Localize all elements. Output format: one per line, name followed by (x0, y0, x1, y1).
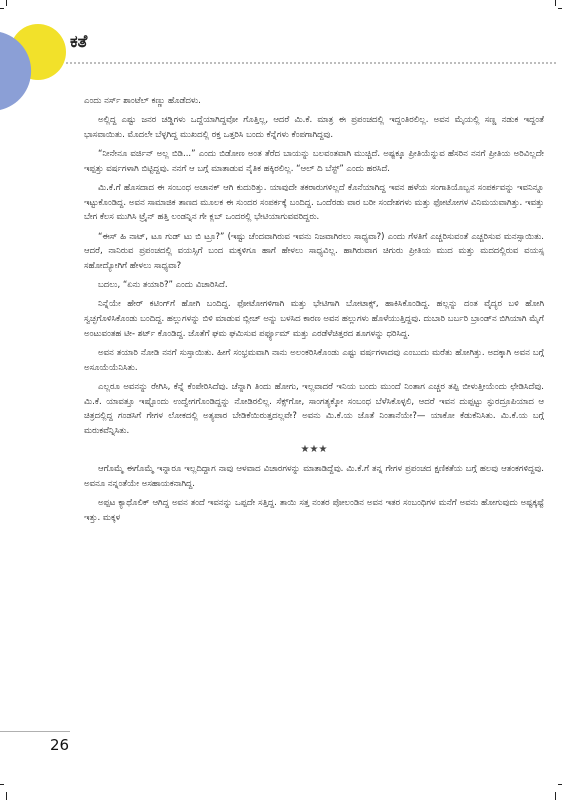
page-number: 26 (50, 736, 70, 754)
footer-rule (0, 731, 70, 732)
section-logo-icon (0, 0, 90, 110)
paragraph: ಅವನ ತಯಾರಿ ನೋಡಿ ನನಗೆ ಸುಸ್ತಾಯಿತು. ಹೀಗೆ ಸಂಭ್ರಮವಾಗಿ ನಾನು ಅಲಂಕರಿಸಿಕೊಂಡು ಎಷ್ಟು ವರ್ಷಗಳಾದವು ಎಂಬುದು ಮರೆತು ಹೋಗಿತ್ತು. ಅದಕ್ಕಾಗಿ ಅವನ ಬಗ್ಗೆ ಅಸೂಯೆಯೆನಿಸಿತು. (84, 348, 544, 373)
crop-mark-bottom-left-v (6, 792, 7, 800)
section-separator: ★★★ (300, 444, 328, 456)
article-body (84, 94, 544, 530)
paragraph: “ನೀನೇನೂ ವರ್ಜಿನ್ ಅಲ್ಲ ಬಿಡಿ...” ಎಂದು ಬಿಡೋಣ ಅಂತ ತೆರೆದ ಬಾಯನ್ನು ಬಲವಂತವಾಗಿ ಮುಚ್ಚಿದೆ. ಅಷ್ಟಕ್ಕೂ ಪ್ರೀತಿಯೆನ್ನುವ ಹೆಸರಿನ ನನಗೆ ಪ್ರೀತಿಯ ಅರಿವಿಲ್ಲದೇ ಇಪ್ಪತ್ತು ವರ್ಷಗಳಾಗಿ ಬಿಟ್ಟಿದ್ದವು. ನನಗೆ ಆ ಬಗ್ಗೆ ಮಾತಾಡುವ ನೈತಿಕ ಹಕ್ಕಿರಲಿಲ್ಲ. “ಆಲ್ ದಿ ಬೆಸ್ಟ್” ಎಂದು ಹರಸಿದೆ. (84, 149, 544, 174)
crop-mark-left-lower (0, 784, 4, 785)
paragraph: ಎಂದು ನರ್ಸ್ ಶಾಂಟೆಲ್ ಕಣ್ಣು ಹೊಡೆದಳು. (84, 96, 201, 106)
paragraph: ಆಗೊಮ್ಮೆ ಈಗೊಮ್ಮೆ ಇನ್ನಾರೂ ಇಲ್ಲದಿದ್ದಾಗ ನಾವು ಆಳವಾದ ವಿಚಾರಗಳನ್ನು ಮಾತಾಡಿದ್ದೆವು. ಮಿ.ಕೆ.ಗೆ ತನ್ನ ಗೇಗಳ ಪ್ರಪಂಚದ ಕ್ಷಣಿಕತೆಯ ಬಗ್ಗೆ ಹಲವು ಆತಂಕಗಳಿದ್ದವು. ಅವನೂ ನನ್ನಂತೆಯೇ ಅಸಹಾಯಕನಾಗಿದ್ದ. (84, 463, 544, 489)
paragraph: ಮಿ.ಕೆ.ಗೆ ಹೊಸದಾದ ಈ ಸಂಬಂಧ ಅಚಾನಕ್ ಆಗಿ ಕುದುರಿತ್ತು. ಯಾವುದೇ ತಕರಾರುಗಳಿಲ್ಲದೆ ಕೊನೆಯಾಗಿದ್ದ ಇವನ ಹಳೆಯ ಸಂಗಾತಿಯೊಬ್ಬನ ಸಂಪರ್ಕವನ್ನು ಇವನಿನ್ನೂ ಇಟ್ಟುಕೊಂಡಿದ್ದ. ಅವನ ಸಾಮಾಜಿಕ ತಾಣದ ಮೂಲಕ ಈ ಸುಂದರ ಸಂಪರ್ಕಕ್ಕೆ ಬಂದಿದ್ದ. ಒಂದೆರಡು ವಾರ ಬರೀ ಸಂದೇಶಗಳು ಮತ್ತು ಫೋಟೋಗಳ ವಿನಿಮಯವಾಗಿತ್ತು. ಇವತ್ತು ಬೇಗ ಕೆಲಸ ಮುಗಿಸಿ ಟ್ರೈನ್ ಹತ್ತಿ ಲಂಡನ್ನಿನ ಗೇ ಕ್ಲಬ್ ಒಂದರಲ್ಲಿ ಭೇಟಿಯಾಗುವವರಿದ್ದರು. (84, 183, 544, 223)
crop-mark-right-upper (558, 8, 562, 9)
paragraph: “ಈಸ್ ಹಿ ನಾಟ್, ಟೂ ಗುಡ್ ಟು ಬಿ ಟ್ರೂ?” (ಇಷ್ಟು ಚೆಂದವಾಗಿರುವ ಇವನು ನಿಜವಾಗಿರಲು ಸಾಧ್ಯವಾ?) ಎಂದು ಗೆಳತಿಗೆ ಎಚ್ಚರಿಸುವಂತೆ ಎಚ್ಚರಿಸುವ ಮನಸ್ಸಾಯಿತು. ಆದರೆ, ನಾನಿರುವ ಪ್ರಪಂಚದಲ್ಲಿ ವಯಸ್ಸಿಗೆ ಬಂದ ಮಕ್ಕಳಿಗೂ ಹಾಗೆ ಹೇಳಲು ಸಾಧ್ಯವಿಲ್ಲ. ಹಾಗಿರುವಾಗ ಚಿಗುರು ಪ್ರೀತಿಯ ಮುದ ಮತ್ತು ಮದದಲ್ಲಿರುವ ವಯಸ್ಸ ಸಹೋದ್ಯೋಗಿಗೆ ಹೇಳಲು ಸಾಧ್ಯವಾ? (84, 231, 544, 272)
paragraph: ಎಲ್ಲರೂ ಅವನನ್ನು ರೇಗಿಸಿ, ಕೆನ್ನೆ ಕೆಂಪೇರಿಸಿದೆವು. ಚೆನ್ನಾಗಿ ತಿಂದು ಹೋಗು, ಇಲ್ಲವಾದರೆ ಇನಿಯ ಬಂದು ಮುಂದೆ ನಿಂತಾಗ ಎಚ್ಚರ ತಪ್ಪಿ ಬೀಳುತ್ತೀಯೆಂದು ಛೇಡಿಸಿದೆವು. ಮಿ.ಕೆ. ಯಾವತ್ತೂ ಇಷ್ಟೊಂದು ಉದ್ವೇಗಗೊಂಡಿದ್ದನ್ನು ನೋಡಿರಲಿಲ್ಲ. ಸೆಕ್ಸ್‌ಗೋ, ಸಾಂಗತ್ಯಕ್ಕೋ ಸಂಬಂಧ ಬೆಳೆಸಿಕೊಳ್ಳಲಿ, ಆದರೆ ಇವನ ದುಪ್ಪಟ್ಟು ಸ್ಫುರದ್ರೂಪಿಯಾದ ಆ ಚಿತ್ರದಲ್ಲಿದ್ದ ಗಂಡಸಿಗೆ ಗೇಗಳ ಲೋಕದಲ್ಲಿ ಅತ್ಯಪಾರ ಬೇಡಿಕೆಯಿರುತ್ತದಲ್ಲವೇ? ಅವನು ಮಿ.ಕೆ.ಯ ಜೊತೆ ನಿಂತಾನೆಯೇ?— ಯಾಕೋ ಕೆಡುಕೆನಿಸಿತು. ಮಿ.ಕೆ.ಯ ಬಗ್ಗೆ ಮರುಕವೆನ್ನಿಸಿತು. (84, 381, 544, 437)
crop-mark-top-right-v (555, 0, 556, 6)
section-title: ಕತೆ (70, 32, 88, 52)
paragraph: ನಿನ್ನೆಯೇ ಹೇರ್ ಕಟಿಂಗ್‌ಗೆ ಹೋಗಿ ಬಂದಿದ್ದ. ಫೋಟೋಗಳಿಗಾಗಿ ಮತ್ತು ಭೇಟಿಗಾಗಿ ಬೋಟಾಕ್ಸ್, ಹಾಕಿಸಿಕೊಂಡಿದ್ದ. ಹಲ್ಲನ್ನು ದಂತ ವೈದ್ಯರ ಬಳಿ ಹೋಗಿ ಸ್ವಚ್ಛಗೊಳಿಸಿಕೊಂಡು ಬಂದಿದ್ದ. ಹಲ್ಲುಗಳನ್ನು ಬಿಳಿ ಮಾಡುವ ಬ್ಲೀಚ್ ಅನ್ನು ಬಳಸಿದ ಕಾರಣ ಅವನ ಹಲ್ಲುಗಳು ಹೊಳೆಯುತ್ತಿದ್ದವು. ದುಬಾರಿ ಬರ್ಬರಿ ಬ್ರಾಂಡ್‌ನ ಬಿಗಿಯಾಗಿ ಮೈಗೆ ಅಂಟುವಂತಹ ಟೀ- ಶರ್ಟ್ ಕೊಂಡಿದ್ದ. ಜೊತೆಗೆ ಘಮ ಘಮಿಸುವ ಪರ್ಫ್ಯೂಮ್ ಮತ್ತು ಎರಡೆಳೆಚಿತ್ತರದ ಶೂಗಳನ್ನು ಧರಿಸಿದ್ದ. (84, 299, 544, 339)
header-dotted-rule (66, 62, 556, 64)
paragraph: ಬದಲು, “ಏನು ತಯಾರಿ?” ಎಂದು ವಿಚಾರಿಸಿದೆ. (98, 280, 228, 291)
crop-mark-right-lower (558, 784, 562, 785)
paragraph: ಅಲ್ಲಿದ್ದ ಎಷ್ಟು ಜನರ ಚಡ್ಡಿಗಳು ಒದ್ದೆಯಾಗಿದ್ದವೋ ಗೊತ್ತಿಲ್ಲ, ಆದರೆ ಮಿ.ಕೆ. ಮಾತ್ರ ಈ ಪ್ರಪಂಚದಲ್ಲಿ ಇದ್ದಂತಿರಲಿಲ್ಲ. ಅವನ ಮೈಯಲ್ಲಿ ಸಣ್ಣ ನಡುಕ ಇದ್ದಂತೆ ಭಾಸವಾಯಿತು. ಮೊದಲೇ ಬೆಳ್ಳಗಿದ್ದ ಮುಖದಲ್ಲಿ ರಕ್ತ ಒತ್ತರಿಸಿ ಬಂದು ಕೆನ್ನೆಗಳು ಕೆಂಪಗಾಗಿದ್ದವು. (84, 115, 544, 140)
crop-mark-bottom-right-v (555, 792, 556, 800)
paragraph: ಅಪ್ಪಟ ಕ್ಯಾಥೊಲಿಕ್ ಆಗಿದ್ದ ಅವನ ತಂದೆ ಇವನನ್ನು ಒಪ್ಪದೇ ಸತ್ತಿದ್ದ. ತಾಯಿ ಸತ್ತ ನಂತರ ಪೋಲಂಡಿನ ಅವನ ಇತರ ಸಂಬಂಧಿಗಳ ಮನೆಗೆ ಅವನು ಹೋಗುವುದು ಅಷ್ಟಕ್ಕಷ್ಟೆ ಇತ್ತು. ಮಕ್ಕಳ (84, 497, 544, 523)
